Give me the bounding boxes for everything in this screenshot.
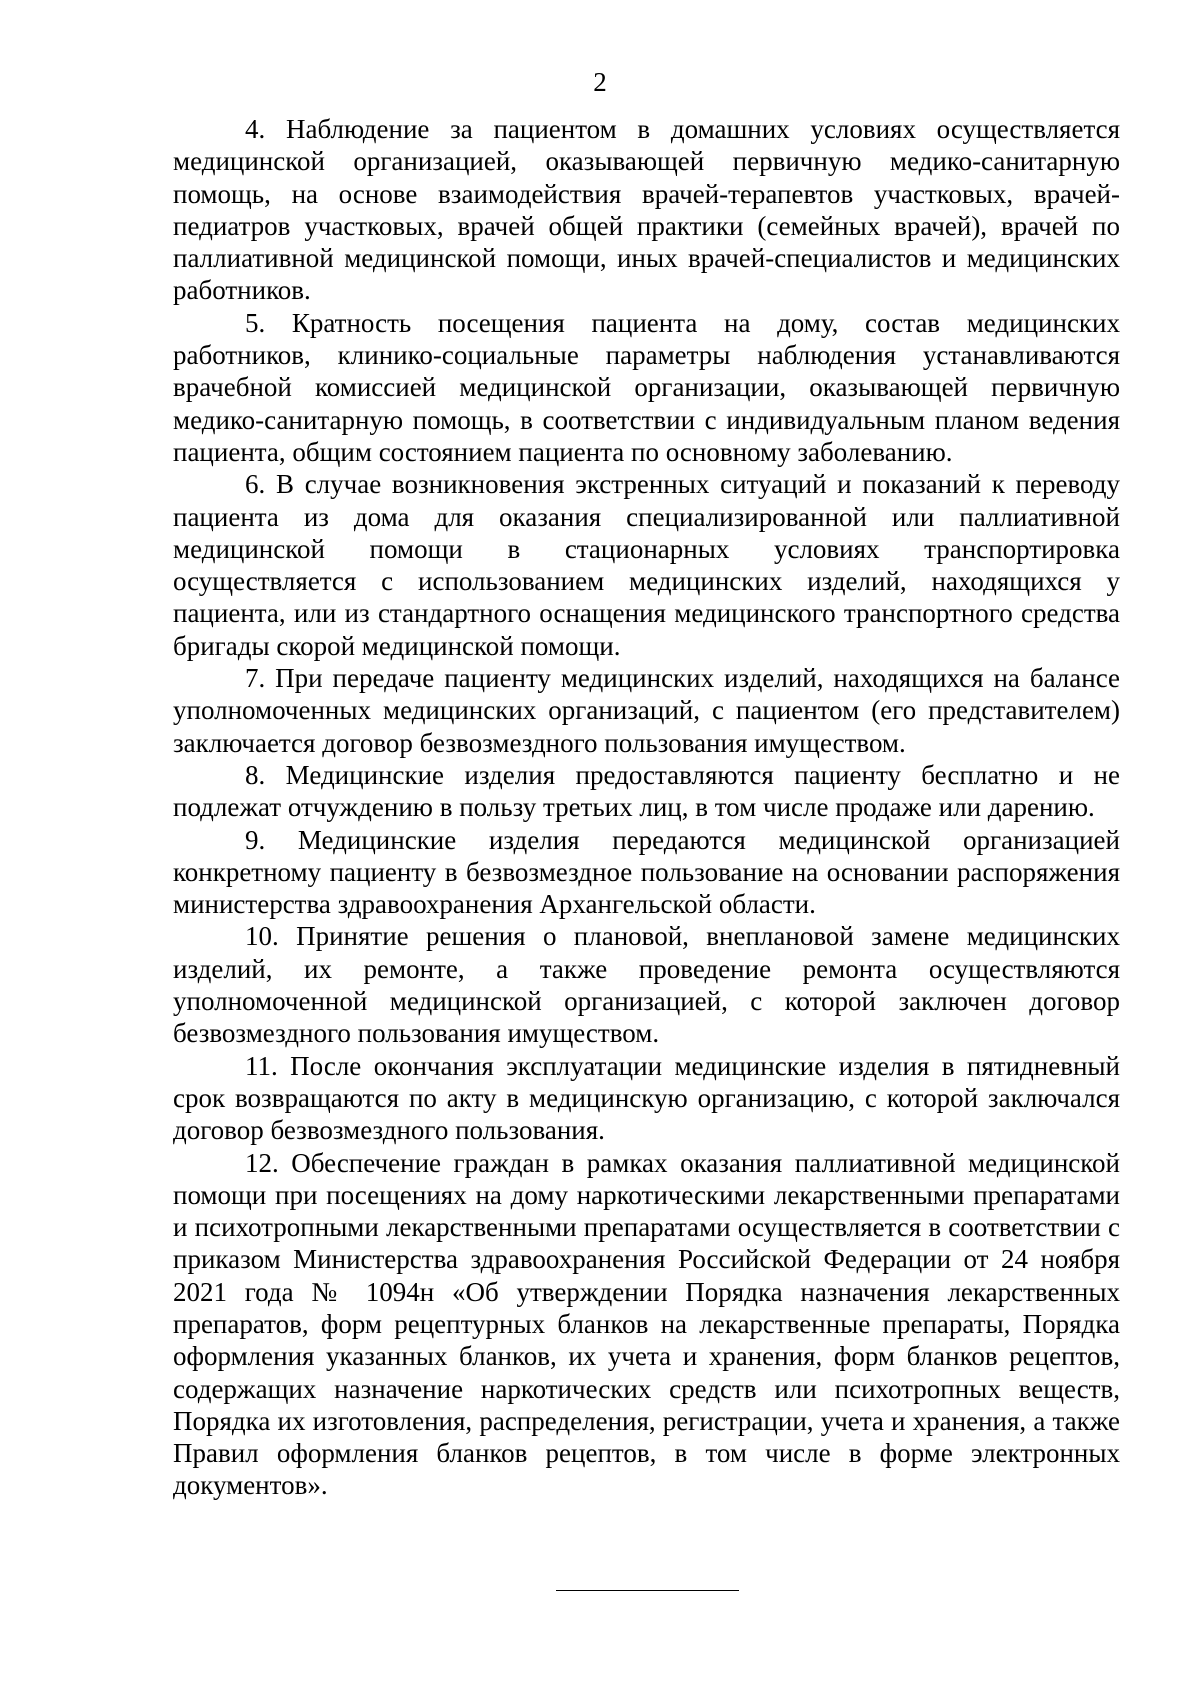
paragraph-11: 11. После окончания эксплуатации медицинские изделия в пятидневный срок возвращаются по акту в медицинскую организацию, с которой заключался договор безвозмездного пользования. [173,1050,1120,1146]
paragraph-9: 9. Медицинские изделия передаются медицинской организацией конкретному пациенту в безвозмездное пользование на основании распоряжения министерства здравоохранения Архангельской области. [173,824,1120,920]
paragraph-8: 8. Медицинские изделия предоставляются пациенту бесплатно и не подлежат отчуждению в пользу третьих лиц, в том числе продаже или дарению. [173,759,1120,823]
paragraph-4: 4. Наблюдение за пациентом в домашних условиях осуществляется медицинской организацией, оказывающей первичную медико-санитарную помощь, на основе взаимодействия врачей-терапевтов участковых, врачей-педиатров участковых, врачей общей практики (семейных врачей), врачей по паллиативной медицинской помощи, иных врачей-специалистов и медицинских работников. [173,114,1120,306]
paragraph-10: 10. Принятие решения о плановой, внеплановой замене медицинских изделий, их ремонте, а также проведение ремонта осуществляются уполномоченной медицинской организацией, с которой заключен договор безвозмездного пользования имуществом. [173,921,1120,1049]
paragraph-12: 12. Обеспечение граждан в рамках оказания паллиативной медицинской помощи при посещениях на дому наркотическими лекарственными препаратами и психотропными лекарственными препаратами осуществляется в соответствии с приказом Министерства здравоохранения Российской Федерации от 24 ноября 2021 года № 1094н «Об утверждении Порядка назначения лекарственных препаратов, форм рецептурных бланков на лекарственные препараты, Порядка оформления указанных бланков, их учета и хранения, форм бланков рецептов, содержащих назначение наркотических средств или психотропных веществ, Порядка их изготовления, распределения, регистрации, учета и хранения, а также Правил оформления бланков рецептов, в том числе в форме электронных документов». [173,1147,1120,1501]
paragraph-7: 7. При передаче пациенту медицинских изделий, находящихся на балансе уполномоченных медицинских организаций, с пациентом (его представителем) заключается договор безвозмездного пользования имуществом. [173,663,1120,758]
end-of-document-line [556,1590,739,1591]
page-number: 2 [593,67,607,97]
paragraph-6: 6. В случае возникновения экстренных ситуаций и показаний к переводу пациента из дома для оказания специализированной или паллиативной медицинской помощи в стационарных условиях транспортировка осуществляется с использованием медицинских изделий, находящихся у пациента, или из стандартного оснащения медицинского транспортного средства бригады скорой медицинской помощи. [173,469,1120,661]
paragraph-5: 5. Кратность посещения пациента на дому, состав медицинских работников, клинико-социальные параметры наблюдения устанавливаются врачебной комиссией медицинской организации, оказывающей первичную медико-санитарную помощь, в соответствии с индивидуальным планом ведения пациента, общим состоянием пациента по основному заболеванию. [173,307,1120,467]
document-body [173,113,1120,1502]
